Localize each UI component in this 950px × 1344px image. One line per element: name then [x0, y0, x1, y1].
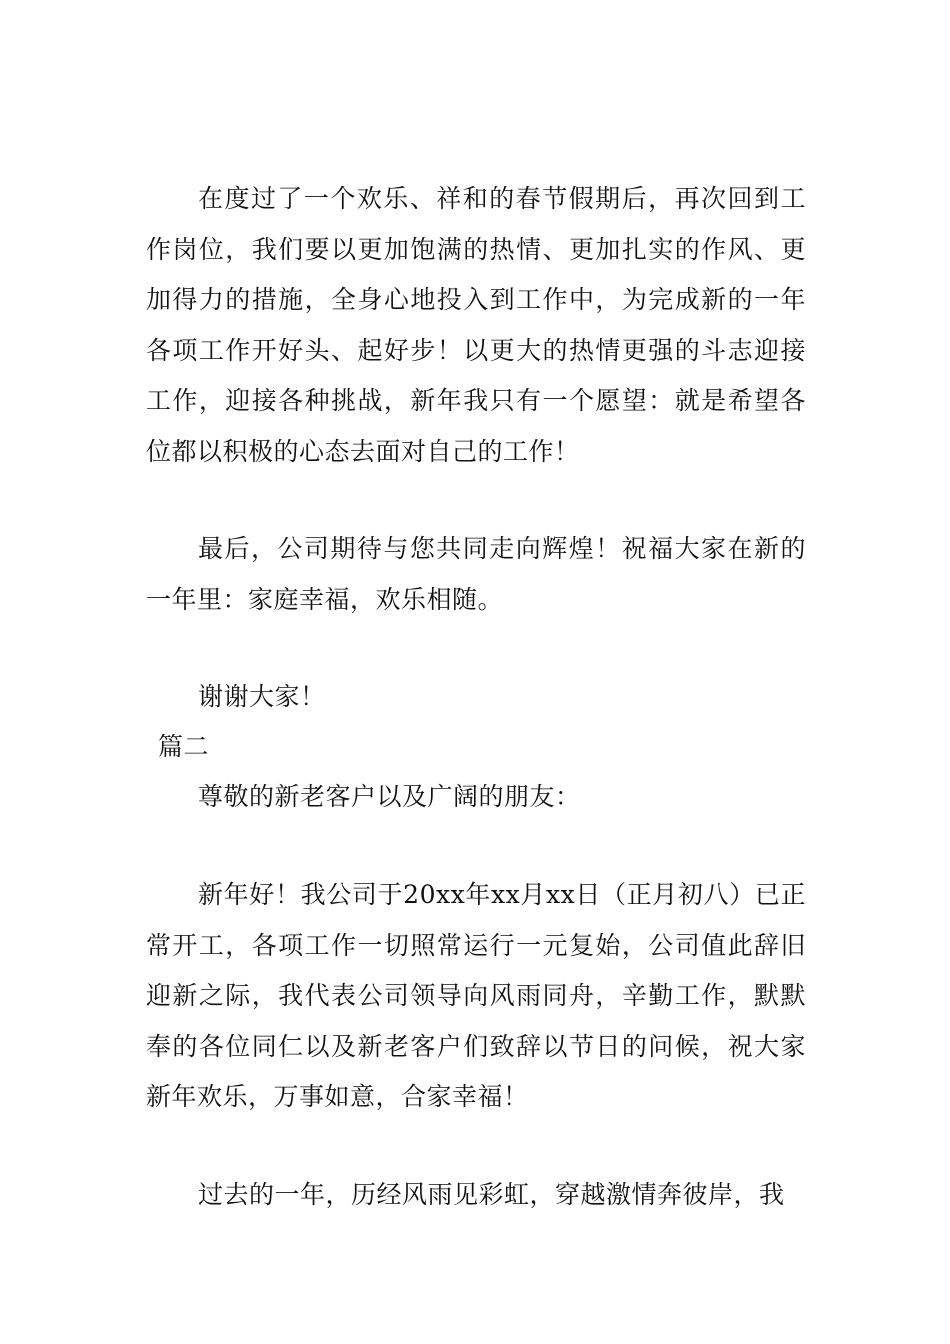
- section-title: 篇二: [158, 732, 210, 761]
- paragraph-new-year-greeting: 新年好！我公司于20xx年xx月xx日（正月初八）已正常开工，各项工作一切照常运行一元复始，公司值此辞旧迎新之际，我代表公司领导向风雨同舟，辛勤工作，默默奉的各位同仁以及新老客户们致辞以节日的问候，祝大家新年欢乐，万事如意，合家幸福！: [146, 880, 806, 1111]
- paragraph-work-return: 在度过了一个欢乐、祥和的春节假期后，再次回到工作岗位，我们要以更加饱满的热情、更加扎实的作风、更加得力的措施，全身心地投入到工作中，为完成新的一年各项工作开好头、起好步！以更大的热情更强的斗志迎接工作，迎接各种挑战，新年我只有一个愿望：就是希望各位都以积极的心态去面对自己的工作！: [146, 184, 806, 466]
- paragraph-closing-wishes: 最后，公司期待与您共同走向辉煌！祝福大家在新的一年里：家庭幸福，欢乐相随。: [146, 534, 806, 614]
- salutation-line: 尊敬的新老客户以及广阔的朋友：: [198, 782, 581, 811]
- paragraph-past-year: 过去的一年，历经风雨见彩虹，穿越激情奔彼岸，我: [198, 1180, 785, 1209]
- thanks-line: 谢谢大家！: [198, 682, 326, 711]
